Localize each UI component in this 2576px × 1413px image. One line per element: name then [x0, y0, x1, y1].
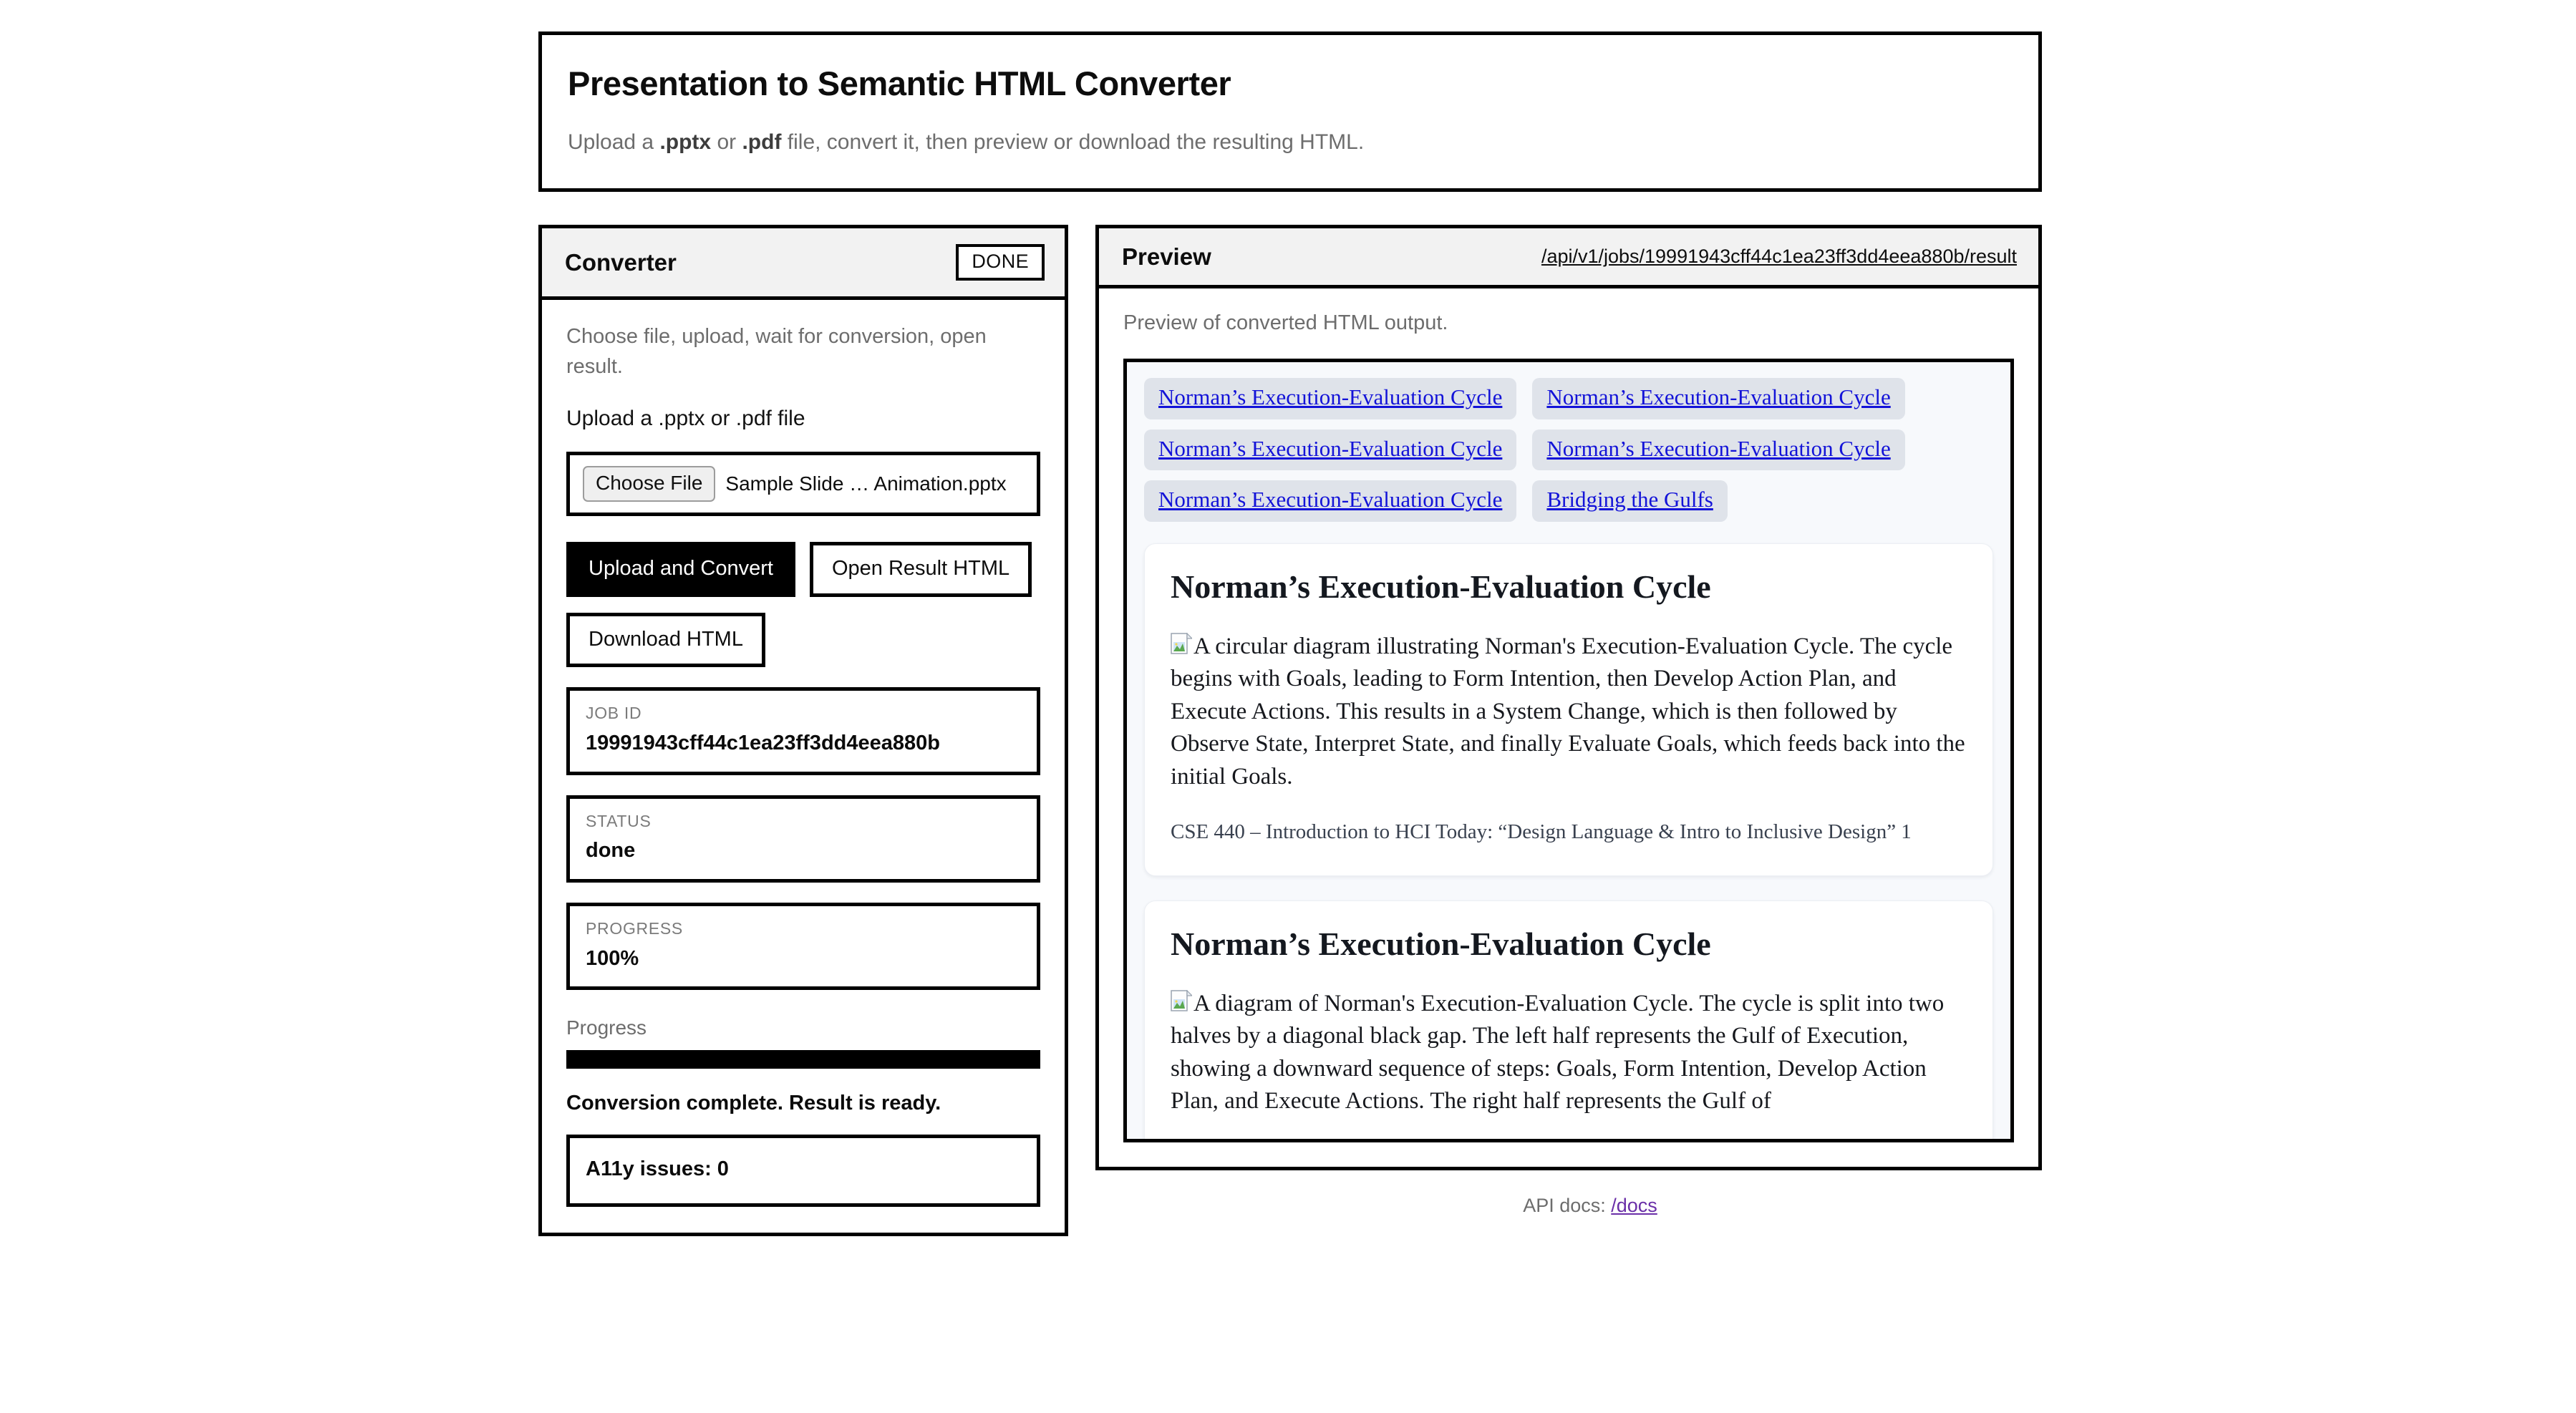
converter-panel-body [542, 300, 1065, 1233]
converter-column [538, 225, 1068, 1236]
progress-bar-fill [566, 1050, 1040, 1069]
slide-footer: CSE 440 – Introduction to HCI Today: “Design Language & Intro to Inclusive Design” 1 [1171, 820, 1912, 844]
slide-nav-chip[interactable]: Norman’s Execution-Evaluation Cycle [1532, 429, 1904, 471]
api-docs-link[interactable]: /docs [1611, 1194, 1657, 1216]
download-html-button[interactable]: Download HTML [566, 613, 765, 667]
subtitle-mid: or [711, 130, 742, 154]
preview-title: Preview [1122, 243, 1211, 271]
api-docs-footer [1095, 1195, 2042, 1217]
a11y-issues-box [566, 1135, 1040, 1207]
converter-panel-header [542, 228, 1065, 300]
result-url-link[interactable]: /api/v1/jobs/19991943cff44c1ea23ff3dd4eea880b/result [1541, 246, 2017, 268]
broken-image-icon [1171, 633, 1192, 657]
slide-card [1144, 900, 1993, 1142]
slide-nav-chip[interactable]: Norman’s Execution-Evaluation Cycle [1532, 378, 1904, 419]
selected-file-name: Sample Slide … Animation.pptx [725, 472, 1007, 495]
slide-nav-chip[interactable]: Norman’s Execution-Evaluation Cycle [1144, 378, 1516, 419]
broken-image-icon [1171, 990, 1192, 1014]
choose-file-button[interactable]: Choose File [583, 466, 715, 502]
preview-frame[interactable] [1123, 359, 2014, 1142]
subtitle-pdf: .pdf [742, 130, 782, 154]
a11y-issues-text: A11y issues: 0 [586, 1157, 729, 1181]
slide-title: Norman’s Execution-Evaluation Cycle [1171, 568, 1711, 605]
stat-progress [566, 903, 1040, 990]
status-badge: DONE [956, 244, 1045, 281]
stat-job-id [566, 687, 1040, 775]
slide-nav-chip[interactable]: Bridging the Gulfs [1532, 480, 1728, 522]
converter-panel [538, 225, 1068, 1236]
page-title: Presentation to Semantic HTML Converter [568, 64, 1231, 102]
preview-note: Preview of converted HTML output. [1123, 311, 1448, 335]
converter-title: Converter [565, 249, 677, 276]
upload-and-convert-button[interactable]: Upload and Convert [566, 542, 795, 596]
open-result-html-button[interactable]: Open Result HTML [810, 542, 1032, 596]
conversion-message: Conversion complete. Result is ready. [566, 1091, 941, 1115]
slide-nav-chip[interactable]: Norman’s Execution-Evaluation Cycle [1144, 480, 1516, 522]
subtitle-before: Upload a [568, 130, 660, 154]
page-subtitle [568, 128, 2013, 157]
subtitle-after: file, convert it, then preview or download the resulting HTML. [781, 130, 1365, 154]
stat-status-label: STATUS [586, 811, 652, 830]
header-card [538, 31, 2042, 192]
preview-panel-header [1099, 228, 2038, 288]
preview-panel [1095, 225, 2042, 1170]
slide-nav-chip-list [1144, 378, 1993, 522]
slide-image-alt-text: A diagram of Norman's Execution-Evaluation Cycle. The cycle is split into two halves by a diagonal black gap. The left half represents the Gulf of Execution, showing a downward sequence of steps: Goals, Form Intention, Develop Action Plan, and Execute Actions. The right half represents the Gulf of [1171, 990, 1945, 1115]
progress-bar [566, 1050, 1040, 1069]
file-input[interactable] [566, 452, 1040, 516]
action-button-row [566, 542, 1040, 596]
slide-image-alt-text: A circular diagram illustrating Norman's Execution-Evaluation Cycle. The cycle begins with Goals, leading to Form Intention, then Develop Action Plan, and Execute Actions. This results in a System Change, which is then followed by Observe State, Interpret State, and finally Evaluate Goals, which feeds back into the initial Goals. [1171, 633, 1965, 790]
stat-job-id-label: JOB ID [586, 704, 642, 723]
converter-help-text: Choose file, upload, wait for conversion, open result. [566, 325, 987, 379]
preview-column [1095, 225, 2042, 1217]
download-button-row [566, 613, 1040, 667]
progress-label: Progress [566, 1016, 647, 1039]
main-columns [538, 225, 2042, 1236]
stat-progress-value: 100% [586, 946, 639, 970]
slide-title: Norman’s Execution-Evaluation Cycle [1171, 925, 1711, 962]
upload-legend: Upload a .pptx or .pdf file [566, 407, 805, 431]
subtitle-pptx: .pptx [659, 130, 712, 154]
slide-nav-chip[interactable]: Norman’s Execution-Evaluation Cycle [1144, 429, 1516, 471]
stat-job-id-value: 19991943cff44c1ea23ff3dd4eea880b [586, 731, 940, 754]
page-shell [538, 31, 2042, 1236]
slide-card [1144, 543, 1993, 876]
api-docs-label: API docs: [1523, 1194, 1612, 1216]
stat-status [566, 795, 1040, 883]
stat-status-value: done [586, 839, 636, 863]
slide-image-alt-paragraph [1171, 988, 1967, 1118]
stat-progress-label: PROGRESS [586, 918, 683, 938]
preview-panel-body [1099, 288, 2038, 1167]
slide-image-alt-paragraph [1171, 631, 1967, 794]
